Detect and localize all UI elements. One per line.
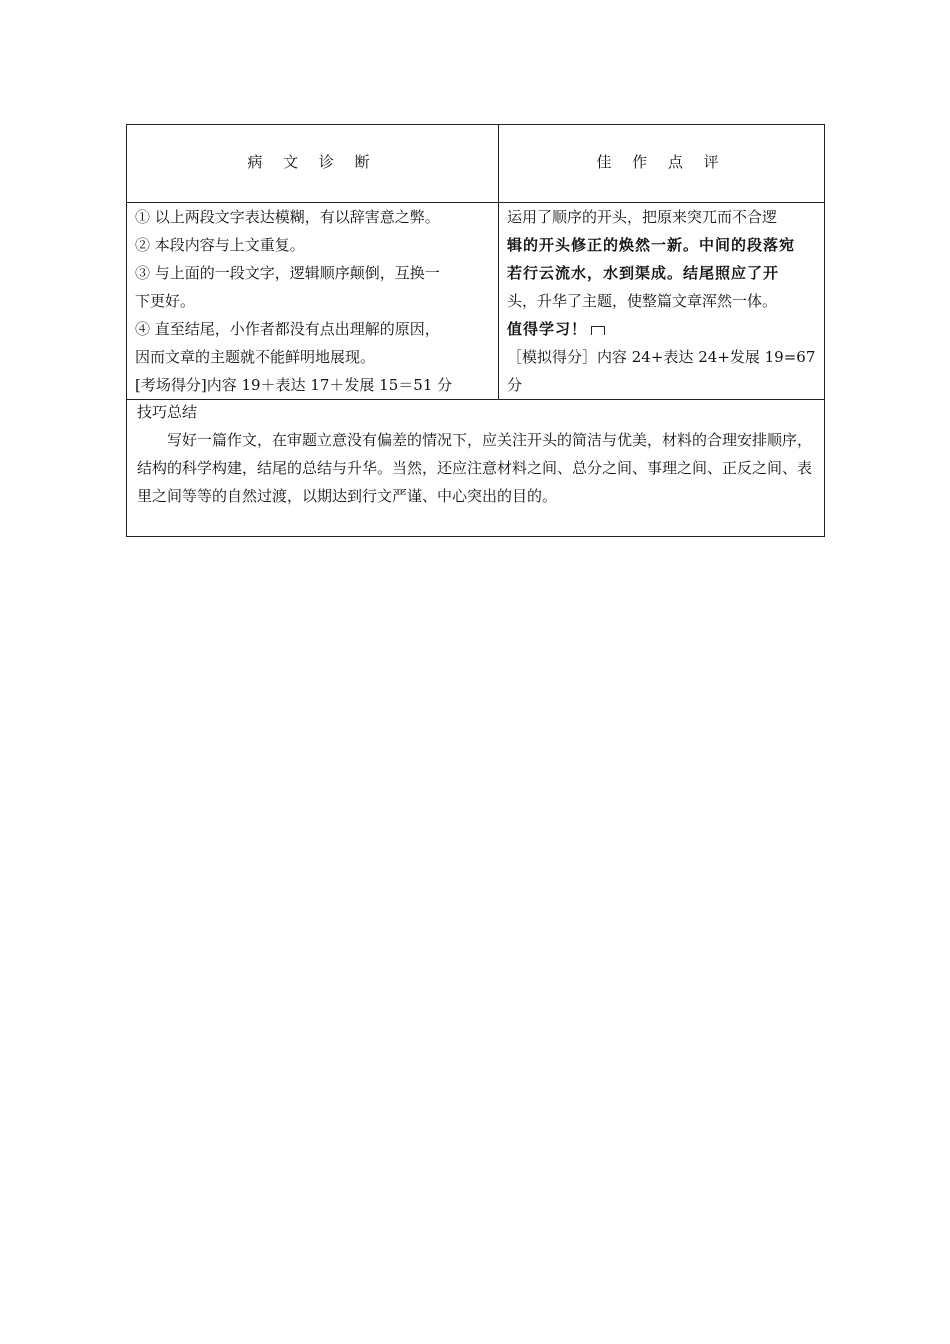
summary-cell [127, 400, 825, 537]
mock-score-tail: 分 [507, 376, 523, 394]
diagnosis-line: ① 以上两段文字表达模糊，有以辞害意之弊。 [135, 208, 440, 226]
diagnosis-line: 因而文章的主题就不能鲜明地展现。 [135, 348, 376, 366]
review-line: 头，升华了主题，使整篇文章浑然一体。 [507, 292, 778, 310]
review-cell [499, 203, 825, 400]
header-diagnosis: 病 文 诊 断 [247, 153, 378, 171]
header-review: 佳 作 点 评 [596, 153, 727, 171]
header-right-cell [499, 125, 825, 203]
mock-score: ［模拟得分］内容 24+表达 24+发展 19=67 [507, 348, 816, 366]
header-row [127, 125, 825, 203]
content-row [127, 203, 825, 400]
review-line-bold: 值得学习！ [507, 320, 588, 338]
review-line: 运用了顺序的开头，把原来突兀而不合逻 [507, 208, 778, 226]
review-line-bold: 辑的开头修正的焕然一新。中间的段落宛 [507, 236, 796, 254]
exam-score: [考场得分]内容 19＋表达 17＋发展 15＝51 分 [135, 376, 453, 394]
bracket-mark-icon [591, 326, 605, 335]
review-line-with-mark [507, 315, 816, 343]
diagnosis-cell [127, 203, 499, 400]
summary-paragraph: 写好一篇作文，在审题立意没有偏差的情况下，应关注开头的简洁与优美，材料的合理安排顺序，结构的科学构建，结尾的总结与升华。当然，还应注意材料之间、总分之间、事理之间、正反之间、表里之间等等的自然过渡，以期达到行文严谨、中心突出的目的。 [137, 431, 813, 505]
comparison-table [126, 124, 825, 537]
diagnosis-line: ④ 直至结尾，小作者都没有点出理解的原因， [135, 320, 440, 338]
diagnosis-line: ③ 与上面的一段文字，逻辑顺序颠倒，互换一 [135, 264, 440, 282]
diagnosis-line: 下更好。 [135, 292, 196, 310]
summary-row [127, 400, 825, 537]
diagnosis-line: ② 本段内容与上文重复。 [135, 236, 305, 254]
review-line-bold: 若行云流水，水到渠成。结尾照应了开 [507, 264, 780, 282]
header-left-cell [127, 125, 499, 203]
summary-title: 技巧总结 [137, 403, 198, 421]
